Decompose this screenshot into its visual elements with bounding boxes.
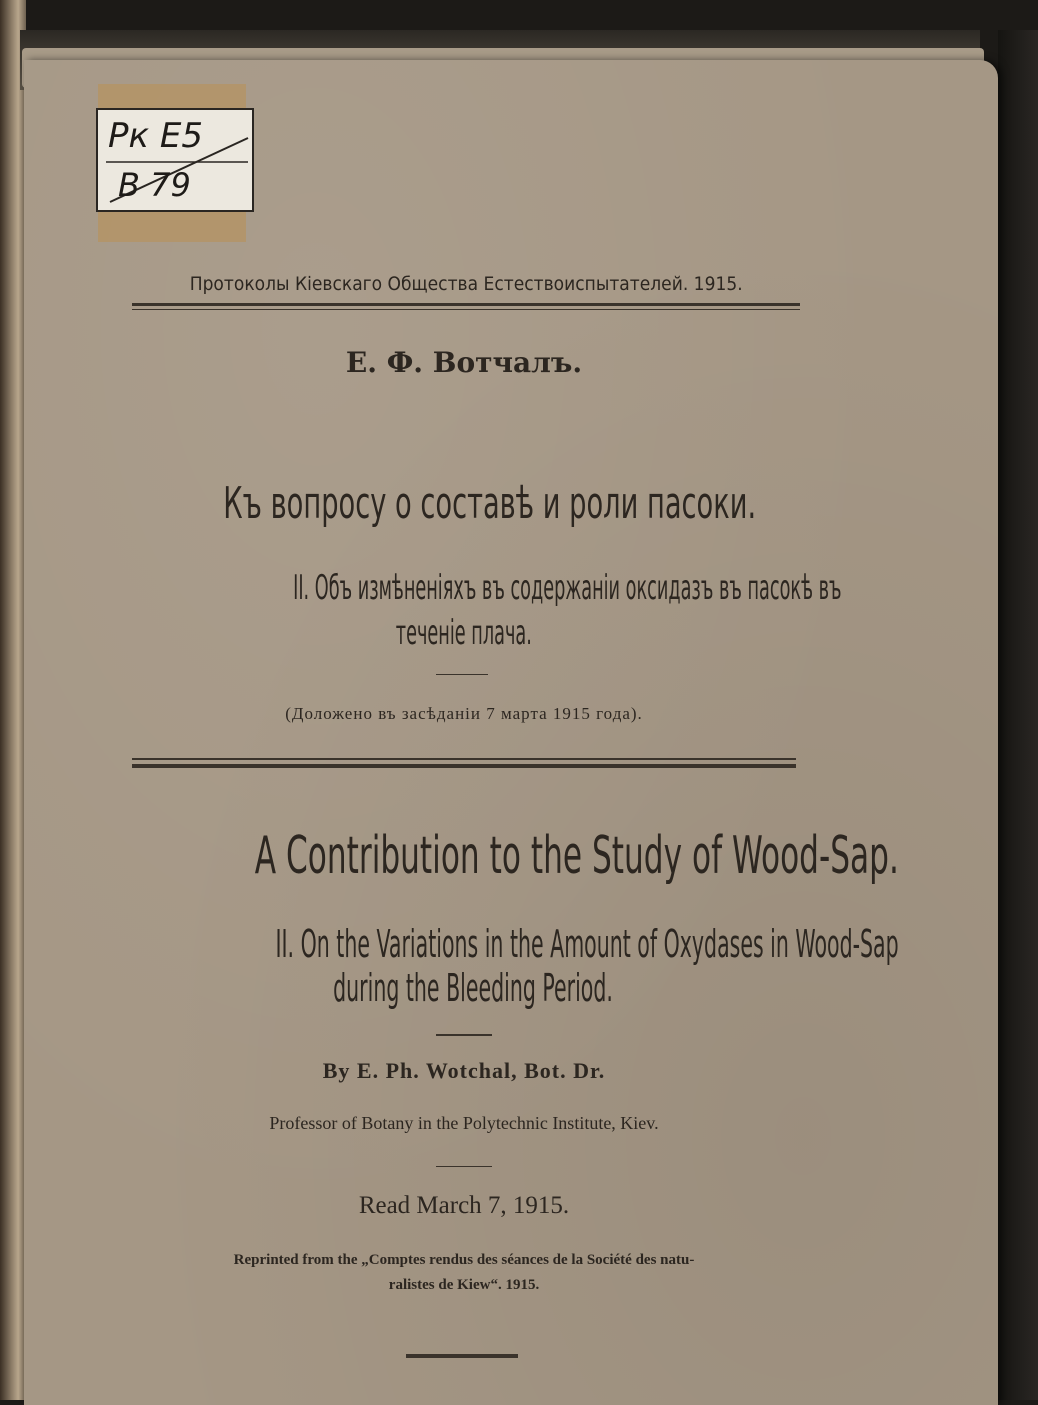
section-rule-thick bbox=[132, 764, 796, 768]
section-rule-thin-top bbox=[132, 758, 796, 760]
russian-author: Е. Ф. Вотчалъ. bbox=[345, 346, 583, 379]
english-subtitle-line2 bbox=[214, 966, 714, 1011]
header-rule-thick bbox=[132, 303, 800, 306]
english-title-text: A Contribution to the Study of Wood-Sap. bbox=[254, 826, 899, 886]
book-binding-left bbox=[0, 0, 26, 1400]
bottom-rule bbox=[406, 1354, 518, 1358]
russian-subtitle-line1 bbox=[40, 568, 890, 608]
russian-subtitle-line1-text: II. Объ измѣненіяхъ въ содержаніи оксидазъ въ пасокѣ въ bbox=[293, 568, 842, 608]
russian-title-text: Къ вопросу о составѣ и роли пасоки. bbox=[223, 478, 757, 529]
russian-read-note: (Доложено въ засѣданіи 7 марта 1915 года). bbox=[285, 704, 643, 723]
journal-header bbox=[132, 273, 800, 295]
english-short-rule-1 bbox=[436, 1034, 492, 1036]
stamp-shelfmark-line1: Рк Е5 bbox=[108, 116, 203, 156]
russian-short-rule bbox=[436, 674, 488, 675]
russian-subtitle-line2 bbox=[264, 613, 664, 653]
library-stamp bbox=[96, 108, 254, 212]
english-subtitle-line1-text: II. On the Variations in the Amount of Oxydases in Wood-Sap bbox=[275, 922, 899, 966]
russian-subtitle-line2-text: теченіе плача. bbox=[395, 613, 533, 653]
english-title bbox=[40, 826, 899, 886]
header-rule-thin bbox=[132, 309, 800, 310]
english-subtitle-line1 bbox=[10, 922, 920, 967]
english-affiliation: Professor of Botany in the Polytechnic Institute, Kiev. bbox=[269, 1113, 659, 1133]
english-byline: By E. Ph. Wotchal, Bot. Dr. bbox=[322, 1058, 606, 1083]
reprint-note-line1: Reprinted from the „Comptes rendus des séances de la Société des natu- bbox=[233, 1252, 695, 1268]
journal-header-text: Протоколы Кіевскаго Общества Естествоиспытателей. 1915. bbox=[189, 273, 743, 295]
stamp-shelfmark-line2: В 79 bbox=[118, 166, 191, 204]
reprint-note-line2: ralistes de Kiew“. 1915. bbox=[388, 1277, 540, 1293]
english-short-rule-2 bbox=[436, 1166, 492, 1167]
english-read-date: Read March 7, 1915. bbox=[358, 1192, 570, 1219]
book-spine-right bbox=[998, 30, 1038, 1400]
russian-title bbox=[60, 478, 870, 529]
english-subtitle-line2-text: during the Bleeding Period. bbox=[333, 966, 613, 1010]
